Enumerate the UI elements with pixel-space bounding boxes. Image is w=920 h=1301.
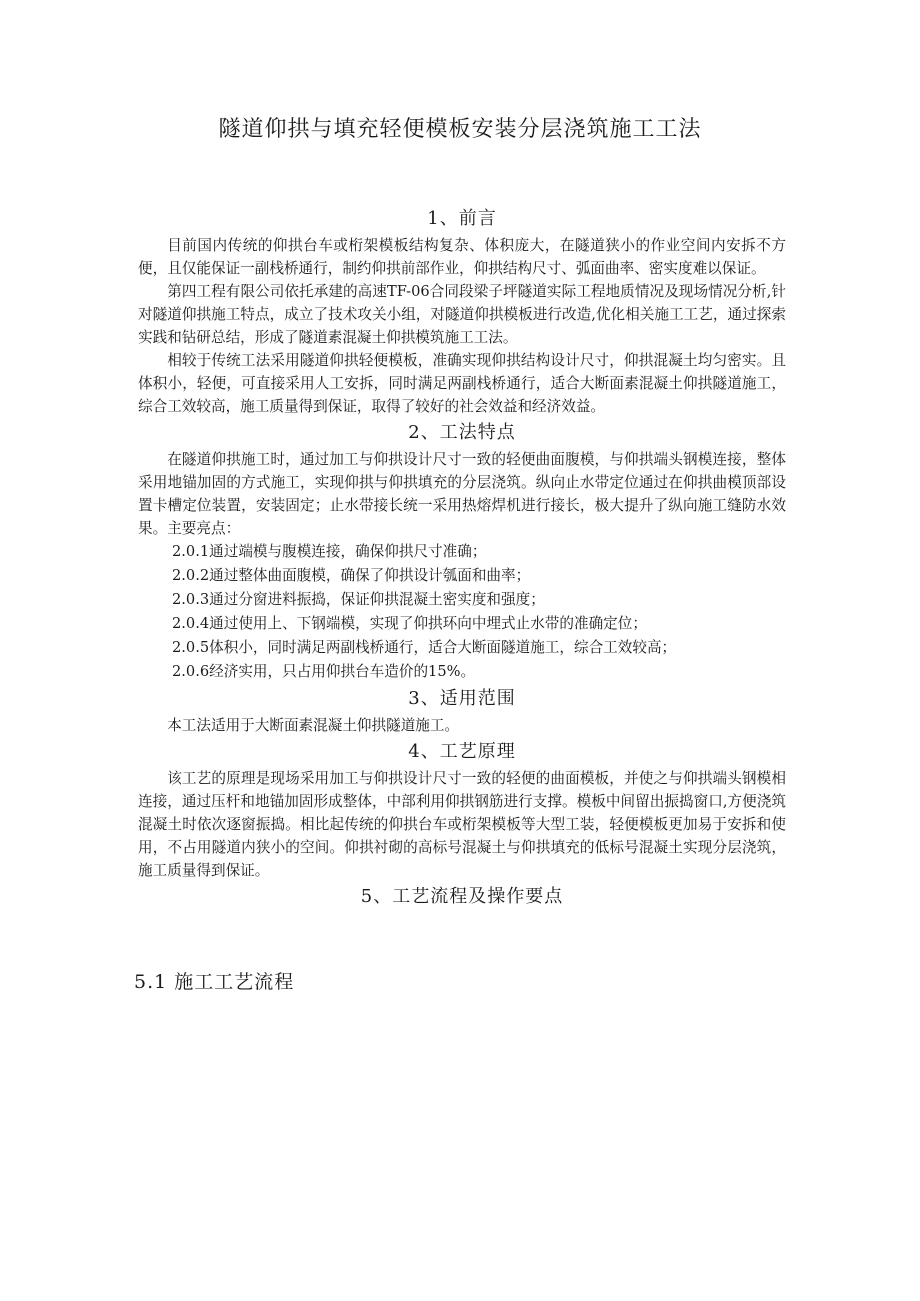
- section-1-paragraph-1: 目前国内传统的仰拱台车或桁架模板结构复杂、体积庞大，在隧道狭小的作业空间内安拆不方便，且仅能保证一副栈桥通行，制约仰拱前部作业，仰拱结构尺寸、弧面曲率、密实度难以保证。: [138, 237, 786, 277]
- feature-item-2-0-3: 2.0.3通过分窗进料振捣，保证仰拱混凝土密实度和强度；: [172, 591, 545, 608]
- section-heading-2: 2、工法特点: [408, 422, 516, 443]
- feature-item-2-0-1: 2.0.1通过端模与腹模连接，确保仰拱尺寸准确；: [172, 543, 487, 560]
- section-1-paragraph-2: 第四工程有限公司依托承建的高速TF-06合同段梁子坪隧道实际工程地质情况及现场情况分析,针对隧道仰拱施工特点，成立了技术攻关小组，对隧道仰拱模板进行改造,优化相关施工工艺，通过探索实践和钻研总结，形成了隧道素混凝土仰拱模筑施工工法。: [138, 283, 786, 346]
- subsection-heading-5-1: 5.1 施工工艺流程: [134, 971, 295, 993]
- document-title: 隧道仰拱与填充轻便模板安装分层浇筑施工工法: [218, 117, 702, 142]
- section-heading-4: 4、工艺原理: [408, 741, 516, 762]
- section-2-paragraph-1: 在隧道仰拱施工时，通过加工与仰拱设计尺寸一致的轻便曲面腹模，与仰拱端头钢模连接，整体采用地锚加固的方式施工，实现仰拱与仰拱填充的分层浇筑。纵向止水带定位通过在仰拱曲模顶部设置卡槽定位装置，安装固定；止水带接长统一采用热熔焊机进行接长，极大提升了纵向施工缝防水效果。主要亮点：: [138, 451, 786, 537]
- section-1-paragraph-3: 相较于传统工法采用隧道仰拱轻便模板，准确实现仰拱结构设计尺寸，仰拱混凝土均匀密实。且体积小，轻便，可直接采用人工安拆，同时满足两副栈桥通行，适合大断面素混凝土仰拱隧道施工，综合工效较高，施工质量得到保证，取得了较好的社会效益和经济效益。: [138, 352, 786, 415]
- section-4-paragraph-1: 该工艺的原理是现场采用加工与仰拱设计尺寸一致的轻便的曲面模板，并使之与仰拱端头钢模相连接，通过压杆和地锚加固形成整体，中部利用仰拱钢筋进行支撑。模板中间留出振捣窗口,方便浇筑混凝土时依次逐窗振捣。相比起传统的仰拱台车或桁架模板等大型工装，轻便模板更加易于安拆和使用，不占用隧道内狭小的空间。仰拱衬砌的高标号混凝土与仰拱填充的低标号混凝土实现分层浇筑，施工质量得到保证。: [138, 770, 786, 879]
- section-heading-1: 1、前言: [427, 208, 497, 229]
- feature-item-2-0-2: 2.0.2通过整体曲面腹模，确保了仰拱设计瓠面和曲率；: [172, 567, 531, 584]
- feature-item-2-0-6: 2.0.6经济实用，只占用仰拱台车造价的15%。: [172, 663, 476, 680]
- feature-item-2-0-4: 2.0.4通过使用上、下钢端模，实现了仰拱环向中埋式止水带的准确定位；: [172, 615, 647, 632]
- section-heading-3: 3、适用范围: [408, 688, 516, 709]
- document-body: [138, 204, 786, 912]
- section-3-paragraph-1: 本工法适用于大断面素混凝土仰拱隧道施工。: [167, 717, 460, 734]
- section-heading-5: 5、工艺流程及操作要点: [360, 886, 564, 907]
- feature-item-2-0-5: 2.0.5体积小，同时满足两副栈桥通行，适合大断面隧道施工，综合工效较高；: [172, 639, 677, 656]
